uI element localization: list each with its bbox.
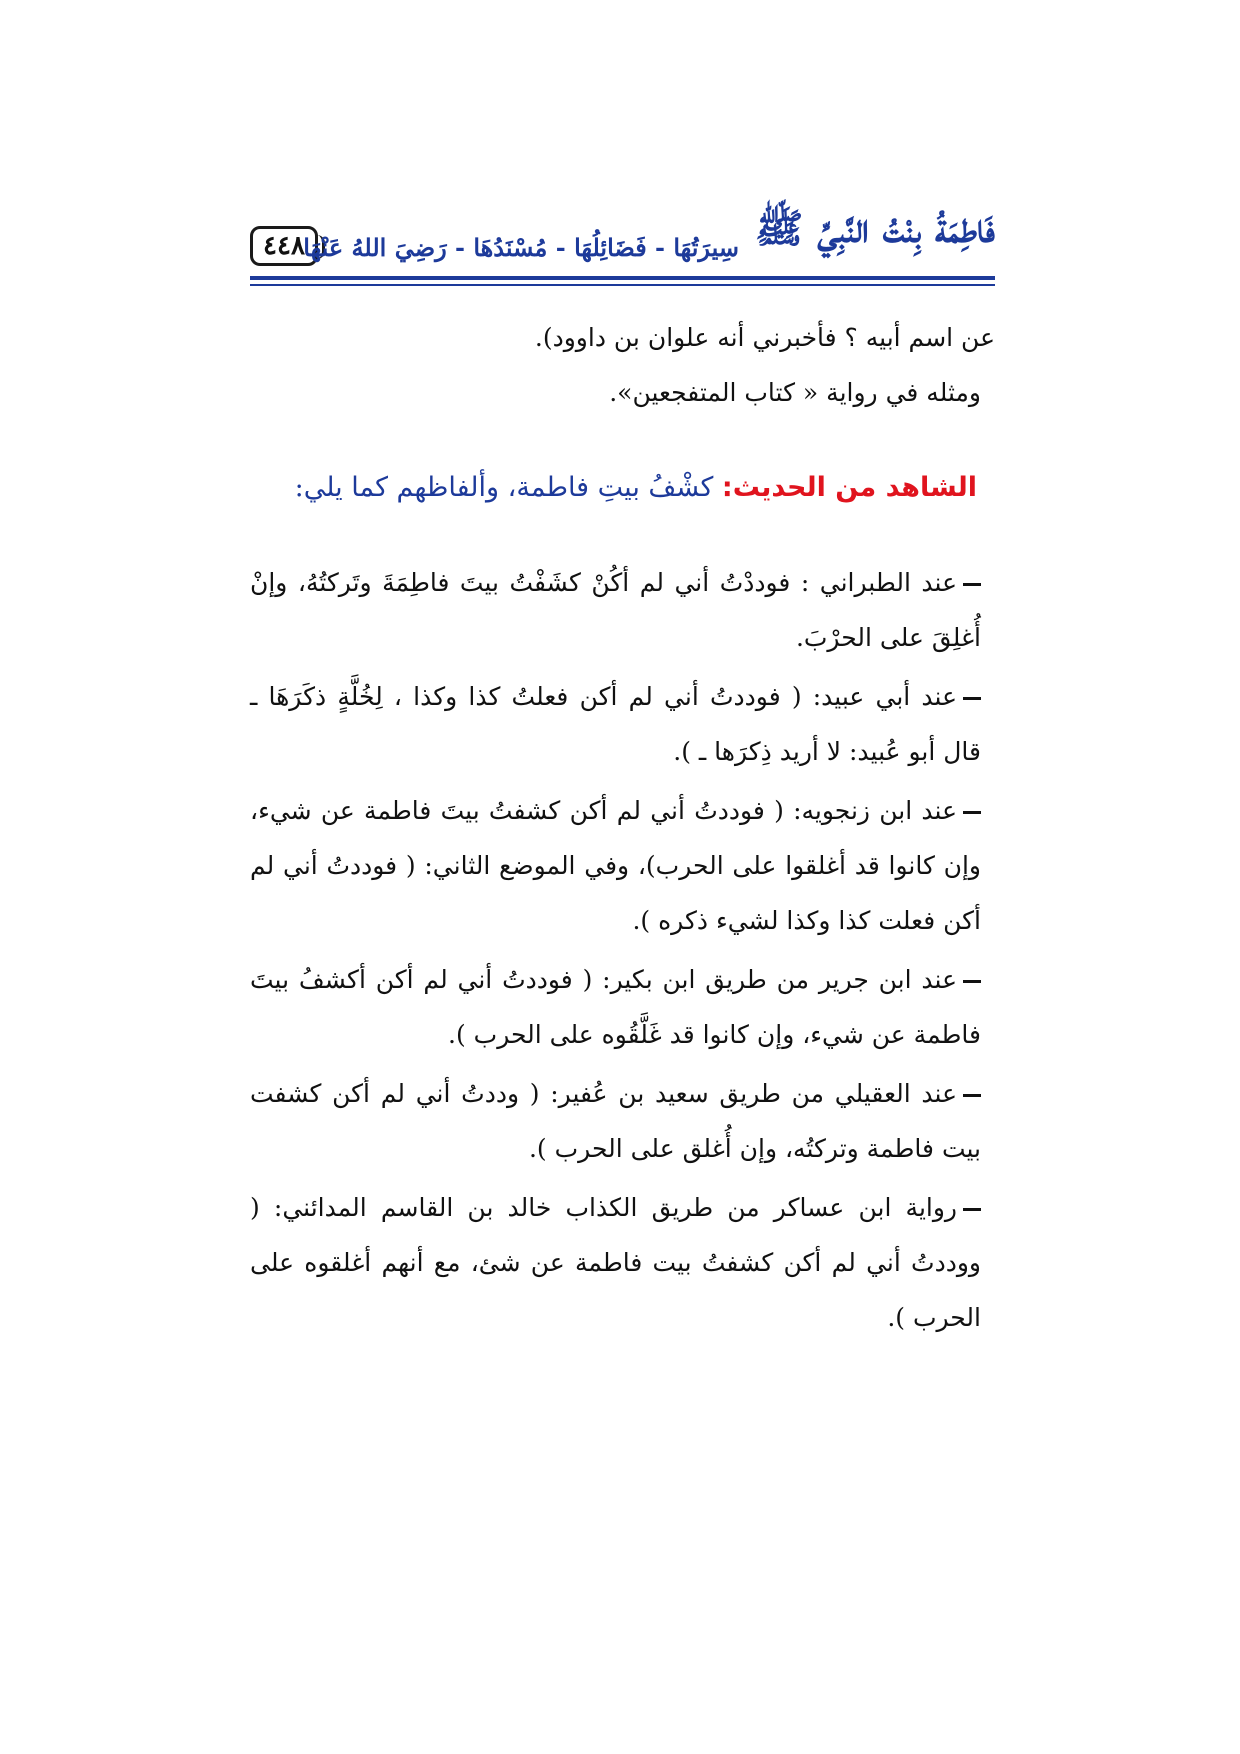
running-title [303,204,995,262]
dash-icon [963,980,981,983]
page-number: ٤٤٨ [263,231,305,261]
text-line: عن اسم أبيه ؟ فأخبرني أنه علوان بن داوود). [534,323,995,352]
narration-item [250,555,995,665]
narration-item [250,1180,995,1345]
narration-item [250,669,995,779]
heading-blue-part: كشْفُ بيتِ فاطمة، وألفاظهم كما يلي: [294,472,722,503]
narration-item [250,952,995,1062]
narration-text: عند العقيلي من طريق سعيد بن عُفير: ( وددتُ أني لم أكن كشفت بيت فاطمة وتركتُه، وإن أُغلق على الحرب ). [250,1079,981,1163]
page-body [250,310,995,1349]
dash-icon [963,811,981,814]
narration-item [250,783,995,948]
heading-red-part: الشاهد من الحديث: [721,472,977,503]
narration-text: عند أبي عبيد: ( فوددتُ أني لم أكن فعلتُ كذا وكذا ، لِخُلَّةٍ ذكَرَهَا ـ قال أبو عُبيد: لا أريد ذِكرَها ـ ). [250,682,981,766]
header-rule-thin [250,284,995,286]
dash-icon [963,1094,981,1097]
narration-text: رواية ابن عساكر من طريق الكذاب خالد بن القاسم المدائني: ( ووددتُ أني لم أكن كشفتُ بيت فاطمة عن شئ، مع أنهم أغلقوه على الحرب ). [250,1193,981,1332]
narration-item [250,1066,995,1176]
book-title: فَاطِمَةُ بِنْتُ النَّبِيِّ ﷺ [755,205,995,252]
text-line: ومثله في رواية « كتاب المتفجعين». [609,378,981,407]
narration-text: عند ابن جرير من طريق ابن بكير: ( فوددتُ أني لم أكن أكشفُ بيتَ فاطمة عن شيء، وإن كانوا قد غَلَّقُوه على الحرب ). [250,965,981,1049]
narration-text: عند الطبراني : فوددْتُ أني لم أكُنْ كشَفْتُ بيتَ فاطِمَةَ وتَركتُهُ، وإنْ أُغلِقَ على الحرْبَ. [250,568,981,652]
dash-icon [963,1208,981,1211]
page-header [250,196,995,296]
dash-icon [963,697,981,700]
section-heading [250,460,995,515]
book-subtitle: سِيرَتُهَا - فَضَائِلُهَا - مُسْنَدُهَا - رَضِيَ اللهُ عَنْهَا [303,233,739,262]
header-rule-thick [250,276,995,280]
narration-text: عند ابن زنجويه: ( فوددتُ أني لم أكن كشفتُ بيتَ فاطمة عن شيء، وإن كانوا قد أغلقوا على الحرب)، وفي الموضع الثاني: ( فوددتُ أني لم أكن فعلت كذا وكذا لشيء ذكره ). [250,796,981,935]
dash-icon [963,583,981,586]
